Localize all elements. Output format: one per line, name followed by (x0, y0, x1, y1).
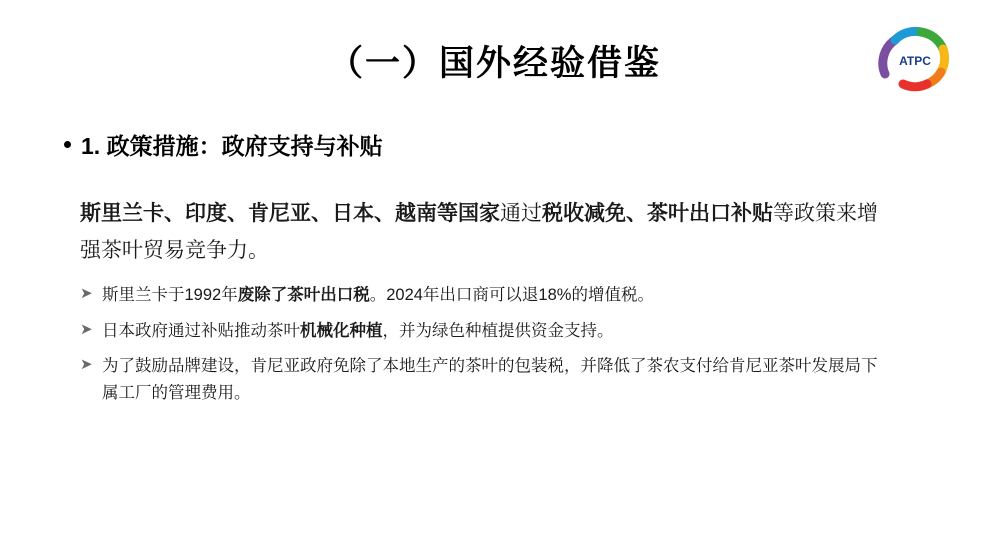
list-item-segment: 斯里兰卡于1992年 (102, 286, 238, 304)
list-item-label (102, 318, 892, 345)
body-paragraph-seg3: 税收减免、茶叶出口补贴 (542, 202, 773, 225)
list-item-segment: 为了鼓励品牌建设，肯尼亚政府免除了本地生产的茶叶的包装税，并降低了茶农支付给肯尼亚茶叶发展局下属工厂的管理费用。 (102, 357, 878, 403)
list-item-segment: 日本政府通过补贴推动茶叶 (102, 321, 300, 340)
arrow-bullet-icon: ➤ (80, 285, 93, 302)
list-item-segment: ，并为绿色种植提供资金支持。 (382, 321, 614, 340)
list-item (80, 353, 892, 406)
list-item-label (102, 353, 892, 406)
arrow-bullet-icon: ➤ (80, 320, 93, 338)
list-item (80, 318, 892, 345)
body-paragraph-seg1: 斯里兰卡、印度、肯尼亚、日本、越南等国家 (80, 202, 500, 225)
body-paragraph-seg4: 等政策来增强茶叶贸易竞争力。 (80, 202, 878, 262)
atpc-logo-text: ATPC (899, 54, 931, 68)
body-paragraph-seg2: 通过 (500, 202, 542, 225)
section-heading (64, 128, 383, 161)
page-title: （一）国外经验借鉴 (327, 44, 661, 83)
bullet-dot-icon (64, 141, 71, 148)
list-item (80, 282, 892, 309)
arrow-bullet-icon: ➤ (80, 356, 93, 374)
sub-bullet-list (80, 282, 892, 416)
section-heading-label: 1. 政策措施：政府支持与补贴 (81, 133, 383, 159)
list-item-segment: 机械化种植 (300, 321, 383, 340)
body-paragraph (80, 196, 880, 270)
list-item-segment: 废除了茶叶出口税 (237, 286, 370, 304)
list-item-label (102, 282, 892, 309)
list-item-segment: 。2024年出口商可以退18%的增值税。 (369, 286, 654, 304)
